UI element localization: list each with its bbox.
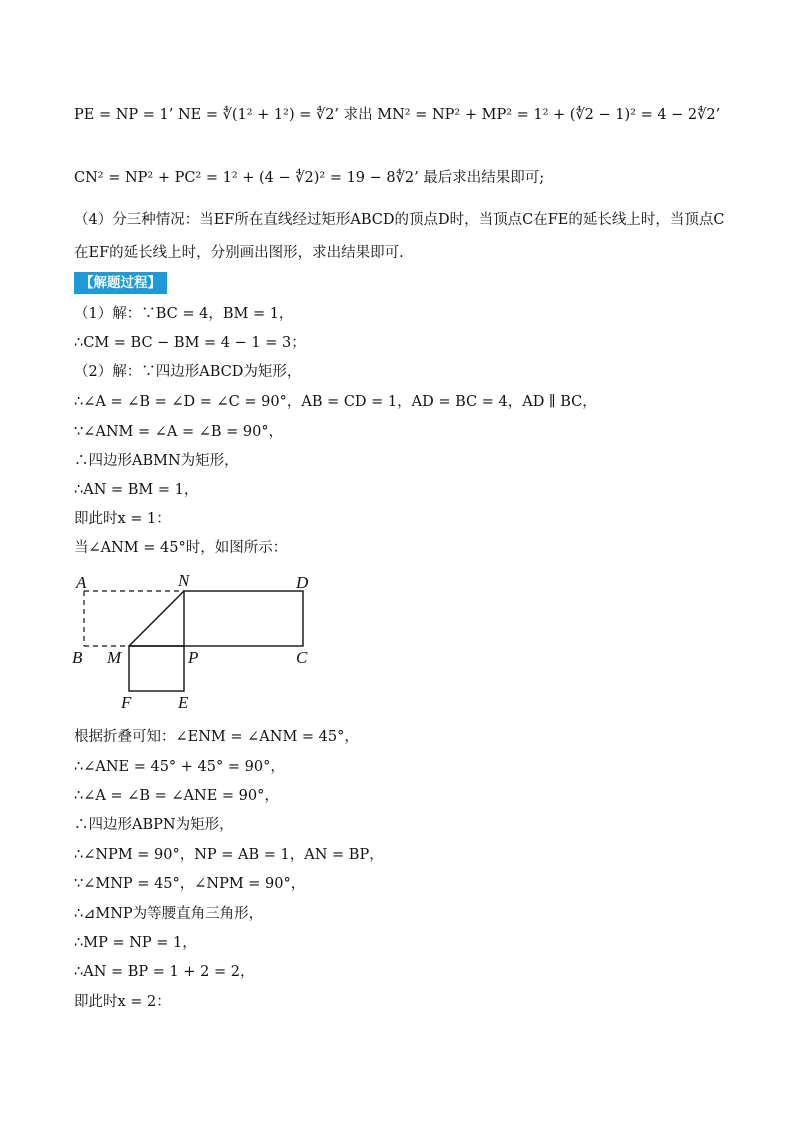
segment-MN: [129, 591, 184, 646]
text-line-5: （1）解：∵BC = 4，BM = 1，: [74, 306, 294, 322]
text-line-11: ∴AN = BM = 1，: [74, 482, 199, 498]
text-line-12: 即此时x = 1：: [74, 511, 171, 527]
text-line-23: 即此时x = 2：: [74, 994, 171, 1010]
text-line-16: ∴∠A = ∠B = ∠ANE = 90°，: [74, 788, 279, 804]
text-line-17: ∴四边形ABPN为矩形，: [74, 817, 234, 833]
geometry-figure: [66, 566, 326, 716]
rect-NDCP: [184, 591, 303, 646]
text-line-10: ∴四边形ABMN为矩形，: [74, 453, 239, 469]
text-line-20: ∴⊿MNP为等腰直角三角形，: [74, 906, 264, 922]
text-line-21: ∴MP = NP = 1，: [74, 935, 197, 951]
text-line-15: ∴∠ANE = 45° + 45° = 90°，: [74, 759, 285, 775]
text-line-8: ∴∠A = ∠B = ∠D = ∠C = 90°，AB = CD = 1，AD = BC = 4，AD ∥ BC，: [74, 394, 597, 410]
label-P: P: [188, 648, 199, 667]
label-F: F: [121, 693, 132, 712]
text-line-2: CN² = NP² + PC² = 1² + (4 − ∜2)² = 19 − 8∜2’ 最后求出结果即可;: [74, 170, 545, 186]
label-N: N: [178, 571, 190, 590]
label-D: D: [296, 573, 309, 592]
text-line-18: ∴∠NPM = 90°，NP = AB = 1，AN = BP，: [74, 847, 384, 863]
text-line-14: 根据折叠可知：∠ENM = ∠ANM = 45°，: [74, 729, 359, 745]
solution-process-badge: 【解题过程】: [74, 272, 167, 294]
label-M: M: [107, 648, 122, 667]
label-C: C: [296, 648, 308, 667]
label-E: E: [178, 693, 189, 712]
rect-MPEF: [129, 646, 184, 691]
text-line-13: 当∠ANM = 45°时，如图所示：: [74, 540, 288, 556]
text-line-3: （4）分三种情况：当EF所在直线经过矩形ABCD的顶点D时，当顶点C在FE的延长线上时，当顶点C: [74, 212, 725, 228]
text-line-9: ∵∠ANM = ∠A = ∠B = 90°，: [74, 424, 284, 440]
text-line-6: ∴CM = BC − BM = 4 − 1 = 3；: [74, 335, 306, 351]
text-line-7: （2）解：∵四边形ABCD为矩形，: [74, 364, 302, 380]
label-B: B: [72, 648, 83, 667]
text-line-22: ∴AN = BP = 1 + 2 = 2，: [74, 964, 255, 980]
text-line-1: PE = NP = 1’ NE = ∜(1² + 1²) = ∜2’ 求出 MN² = NP² + MP² = 1² + (∜2 − 1)² = 4 − 2∜2’: [74, 107, 721, 123]
text-line-4: 在EF的延长线上时，分别画出图形，求出结果即可.: [74, 245, 404, 261]
text-line-19: ∵∠MNP = 45°，∠NPM = 90°，: [74, 876, 306, 892]
label-A: A: [76, 573, 87, 592]
